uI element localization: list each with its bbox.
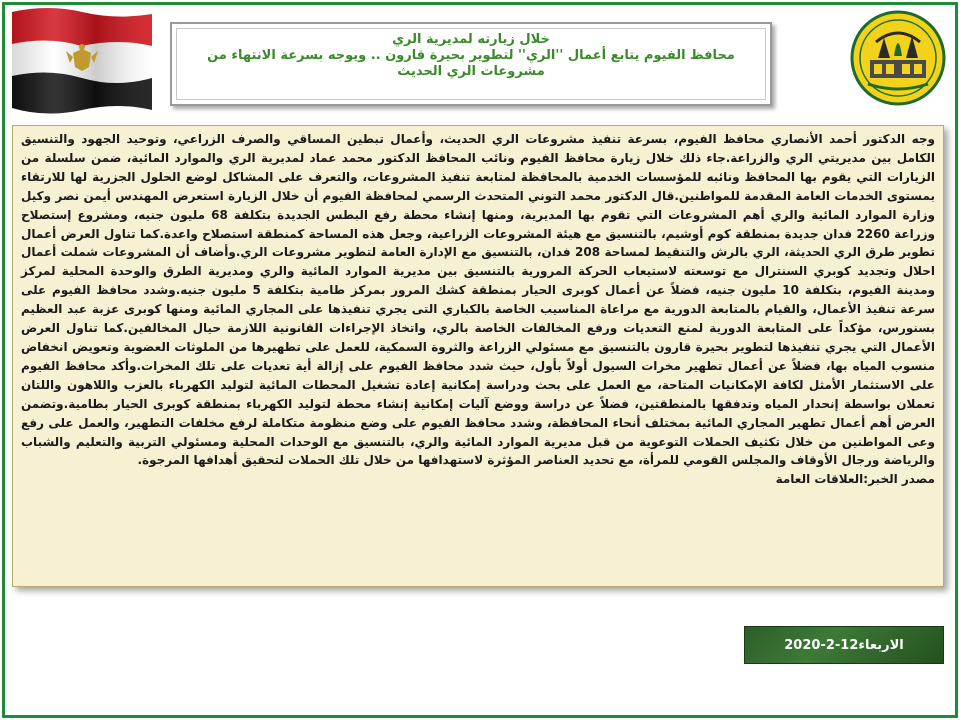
article-body bbox=[12, 125, 944, 587]
headline-kicker: خلال زيارته لمديرية الري bbox=[392, 32, 550, 47]
date-badge bbox=[744, 626, 944, 664]
article-text: وجه الدكتور أحمد الأنصاري محافظ الفيوم، بسرعة تنفيذ مشروعات الري الحديث، وأعمال تبطين المساقي والصرف الزراعي، وتوحيد الجهود والتنسيق الكامل بين مديريتي الري والزراعة.جاء ذلك خلال زيارة محافظ الفيوم ونائب المحافظ الدكتور محمد عماد لمديرية الري والموارد المائية، ضمن سلسلة من الزيارات التي يقوم بها المحافظ ونائبه للمؤسسات الخدمية بالمحافظة لمتابعة تنفيذ المشروعات، والتعرف على المشاكل لوضع الحلول الجزرية لها للارتقاء بمستوى الخدمات العامة المقدمة للمواطنين.قال الدكتور محمد التوني المتحدث الرسمي لمحافظة الفيوم أن خلال الزيارة استعرض المهندس أيمن نصر وكيل وزارة الموارد المائية والري أهم المشروعات التي تقوم بها المديرية، ومنها إنشاء محطة رفع البطس الجديدة بتكلفة 68 مليون جنيه، ومشروع إستصلاح وزراعة 2260 فدان جديدة بمنطقة كوم أوشيم، بالتنسيق مع هيئة المشروعات الزراعية، وجعل هذه المساحة كمنطقة استصلاح واعدة.كما تناول العرض أعمال تطوير طرق الري الحديثة، الري بالرش والتنقيط لمساحة 208 فدان، بالتنسيق مع الإدارة العامة لتطوير مشروعات الري.وأضاف أن المشروعات شملت أعمال احلال وتجديد كوبري السنترال مع توسعته لاستيعاب الحركة المرورية بالتنسيق بين مديرية الموارد المائية والري ومديرية الطرق والوحدة المحلية لمركز ومدينة الفيوم، بتكلفة 10 مليون جنيه، فضلاً عن أعمال كوبرى الحيار بمنطقة كشك المرور بمركز طامية بتكلفة 5 مليون جنيه.وشدد محافظ الفيوم على سرعة تنفيذ الأعمال، والقيام بالمتابعة الدورية مع مراعاة المناسيب الخاصة بالكباري التى يجري تنفيذها على المجاري المائية ومنها كوبرى عزبة عبد العظيم بسنورس، مؤكداً على المتابعة الدورية لمنع التعديات ورفع المخالفات الخاصة بالري، واتخاذ الإجراءات القانونية اللازمة حيال المخالفين.كما تناول العرض الأعمال التي يجري تنفيذها لتطوير بحيرة قارون بالتنسيق مع مسئولي الزراعة والثروة السمكية، للعمل على تطهيرها من الملوثات العضوية وتعويض انخفاض منسوب المياه بها، فضلاً عن أعمال تطهير مخرات السيول أولاً بأول، حيث شدد محافظ الفيوم على إزالة أية تعديات على تلك المخرات.وأكد محافظ الفيوم على الاستثمار الأمثل لكافة الإمكانيات المتاحة، مع العمل على بحث ودراسة إمكانية إعادة تشغيل المحطات المائية لتوليد الكهرباء بالعزب واللاهون واللتان تعملان بواسطة إنحدار المياه وتدفقها بالمنطقتين، فضلاً عن دراسة ووضع آليات إمكانية إنشاء محطة لتوليد الكهرباء بمنطقة كوبرى الحيار بطامية.وتضمن العرض أهم أعمال تطهير المجاري المائية بمختلف أنحاء المحافظة، وشدد محافظ الفيوم على وضع منظومة متكاملة لرفع مخلفات التطهير، والعمل على رفع وعى المواطنين من خلال تكثيف الحملات التوعوية من قبل مديرية الموارد المائية والري، بالتنسيق مع الوحدات المحلية ومسئولي التربية والتعليم والشباب والرياضة ورجال الأوقاف والمجلس القومي للمرأة، مع تحديد العناصر المؤثرة لاستهدافها من خلال تلك الحملات لتحقيق أهدافها المرجوة. bbox=[21, 132, 936, 468]
headline-title: محافظ الفيوم يتابع أعمال ''الري'' لتطوير بحيرة قارون .. ويوجه بسرعة الانتهاء من مشروعات الري الحديث bbox=[207, 48, 735, 79]
article-source: مصدر الخبر:العلاقات العامة bbox=[775, 472, 935, 487]
date-text: الاربعاء12-2-2020 bbox=[784, 637, 904, 653]
headline-box bbox=[170, 22, 772, 106]
egypt-flag-icon bbox=[8, 4, 156, 114]
ministry-logo-icon bbox=[848, 8, 948, 108]
